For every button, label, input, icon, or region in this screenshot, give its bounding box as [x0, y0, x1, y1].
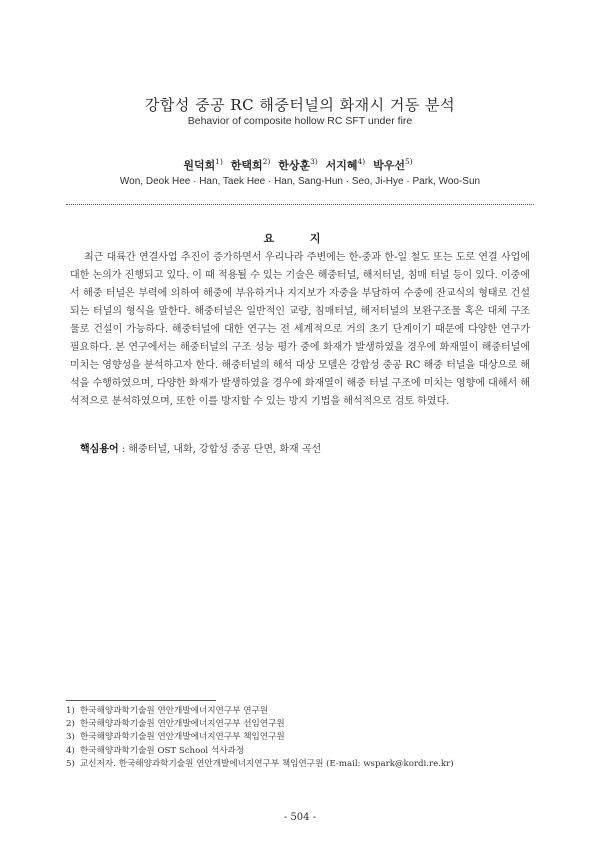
- footnotes: [66, 705, 536, 771]
- author-name: 한택희: [230, 159, 263, 172]
- footnote-rule: [66, 700, 216, 701]
- footnote-text: 한국해양과학기술원 연안개발에너지연구부 연구원: [80, 706, 269, 716]
- footnote-item: [66, 731, 536, 744]
- footnote-item: [66, 745, 536, 758]
- author-mark: 2): [262, 157, 271, 167]
- abstract-body: 최근 대륙간 연결사업 추진이 증가하면서 우리나라 주변에는 한-중과 한-일 철도 또는 도로 연결 사업에 대한 논의가 진행되고 있다. 이 때 적용될 수 있는 기술은 해중터널, 해저터널, 침매 터널 등이 있다. 이중에서 해중 터널은 부력에 의하여 해중에 부유하거나 지지보가 자중을 부담하여 수중에 잔교식의 형태로 건설되는 터널의 형식을 말한다. 해중터널은 일반적인 교량, 침매터널, 해저터널의 보완구조물 혹은 대체 구조물로 건설이 가능하다. 해중터널에 대한 연구는 전 세계적으로 거의 초기 단계이기 때문에 다양한 연구가 필요하다. 본 연구에서는 해중터널의 구조 성능 평가 중에 화재가 발생하였을 경우에 화재열이 해중터널에 미치는 영향성을 분석하고자 한다. 해중터널의 해석 대상 모델은 강합성 중공 RC 해중 터널을 대상으로 해석을 수행하였으며, 다양한 화재가 발생하였을 경우에 화재열이 해중 터널 구조에 미치는 영향에 대해서 해석적으로 분석하였으며, 또한 이를 방지할 수 있는 방지 기법을 해석적으로 검토 하였다.: [70, 252, 530, 407]
- author-mark: 5): [404, 157, 413, 167]
- keywords-label: 핵심용어: [80, 444, 119, 455]
- author-name: 원덕희: [183, 159, 216, 172]
- author-mark: 1): [215, 157, 223, 167]
- authors-korean: [0, 157, 600, 173]
- footnote-text: 한국해양과학기술원 OST School 석사과정: [80, 745, 245, 756]
- footnote-text: 한국해양과학기술원 연안개발에너지연구부 선임연구원: [80, 719, 285, 730]
- footnote-number: 4): [66, 745, 75, 756]
- section-divider: [66, 204, 534, 205]
- footnote-text: 교신저자. 한국해양과학기술원 연안개발에너지연구부 책임연구원 (E-mail: wspark@kordi.re.kr): [80, 758, 454, 769]
- footnote-text: 한국해양과학기술원 연안개발에너지연구부 책임연구원: [80, 732, 285, 743]
- author-name: 박우선: [373, 159, 405, 172]
- abstract-heading: 요 지: [263, 232, 337, 245]
- footnote-item: [66, 705, 536, 718]
- footnote-number: 2): [66, 719, 75, 730]
- authors-english: Won, Deok Hee · Han, Taek Hee · Han, Sang-Hun · Seo, Ji-Hye · Park, Woo-Sun: [119, 176, 481, 187]
- title-korean: 강합성 중공 RC 해중터널의 화재시 거동 분석: [144, 96, 456, 114]
- page-number: - 504 -: [283, 812, 317, 823]
- footnote-number: 5): [66, 758, 75, 769]
- keywords-separator: :: [118, 444, 129, 455]
- title-english: Behavior of composite hollow RC SFT under fire: [187, 115, 413, 127]
- footnote-number: 1): [66, 706, 75, 716]
- author-name: 한상훈: [278, 159, 311, 172]
- author-name: 서지혜: [325, 159, 358, 172]
- footnote-item: [66, 718, 536, 731]
- footnote-number: 3): [66, 732, 75, 743]
- author-mark: 3): [310, 157, 318, 167]
- keywords-text: 해중터널, 내화, 강합성 중공 단면, 화재 곡선: [128, 444, 322, 455]
- keywords: [80, 440, 530, 455]
- author-mark: 4): [357, 157, 366, 167]
- footnote-item: [66, 758, 536, 771]
